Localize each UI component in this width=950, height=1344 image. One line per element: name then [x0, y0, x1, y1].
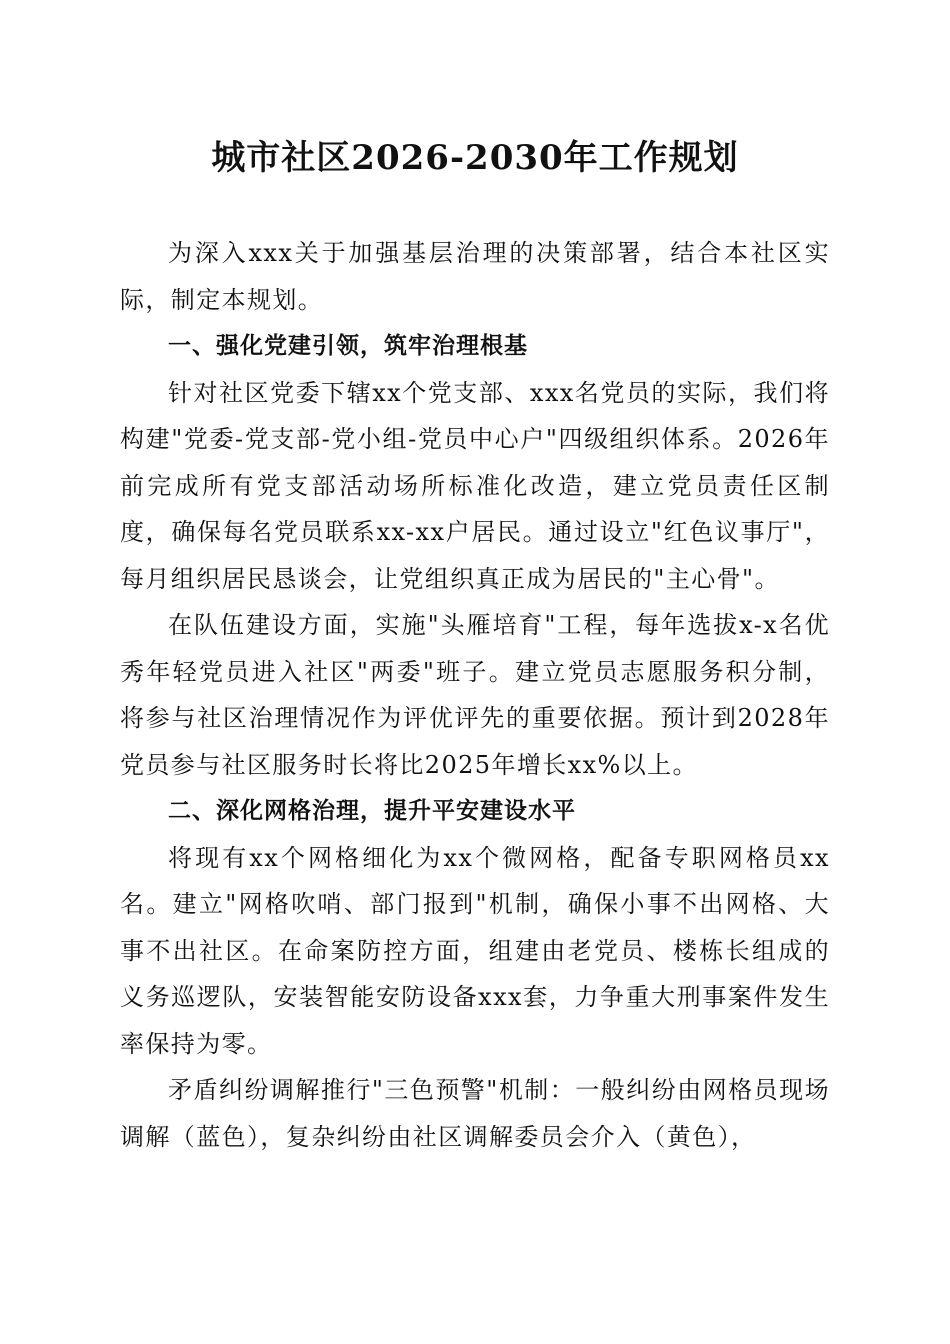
intro-paragraph: 为深入xxx关于加强基层治理的决策部署，结合本社区实际，制定本规划。 [120, 239, 830, 314]
section-1-paragraph-2: 在队伍建设方面，实施"头雁培育"工程，每年选拔x-x名优秀年轻党员进入社区"两委"班子。建立党员志愿服务积分制，将参与社区治理情况作为评优评先的重要依据。预计到2028年党员参与社区服务时长将比2025年增长xx%以上。 [120, 611, 830, 779]
section-1-heading: 一、强化党建引领，筑牢治理根基 [168, 333, 528, 359]
section-2-heading: 二、深化网格治理，提升平安建设水平 [168, 798, 576, 824]
document-body [120, 230, 830, 1160]
section-2-paragraph-1: 将现有xx个网格细化为xx个微网格，配备专职网格员xx名。建立"网格吹哨、部门报到"机制，确保小事不出网格、大事不出社区。在命案防控方面，组建由老党员、楼栋长组成的义务巡逻队，安装智能安防设备xxx套，力争重大刑事案件发生率保持为零。 [120, 843, 830, 1058]
section-2-paragraph-2: 矛盾纠纷调解推行"三色预警"机制：一般纠纷由网格员现场调解（蓝色），复杂纠纷由社区调解委员会介入（黄色）， [120, 1076, 830, 1151]
page-title: 城市社区2026-2030年工作规划 [211, 138, 739, 178]
section-1-paragraph-1: 针对社区党委下辖xx个党支部、xxx名党员的实际，我们将构建"党委-党支部-党小组-党员中心户"四级组织体系。2026年前完成所有党支部活动场所标准化改造，建立党员责任区制度，确保每名党员联系xx-xx户居民。通过设立"红色议事厅"，每月组织居民恳谈会，让党组织真正成为居民的"主心骨"。 [120, 378, 830, 593]
